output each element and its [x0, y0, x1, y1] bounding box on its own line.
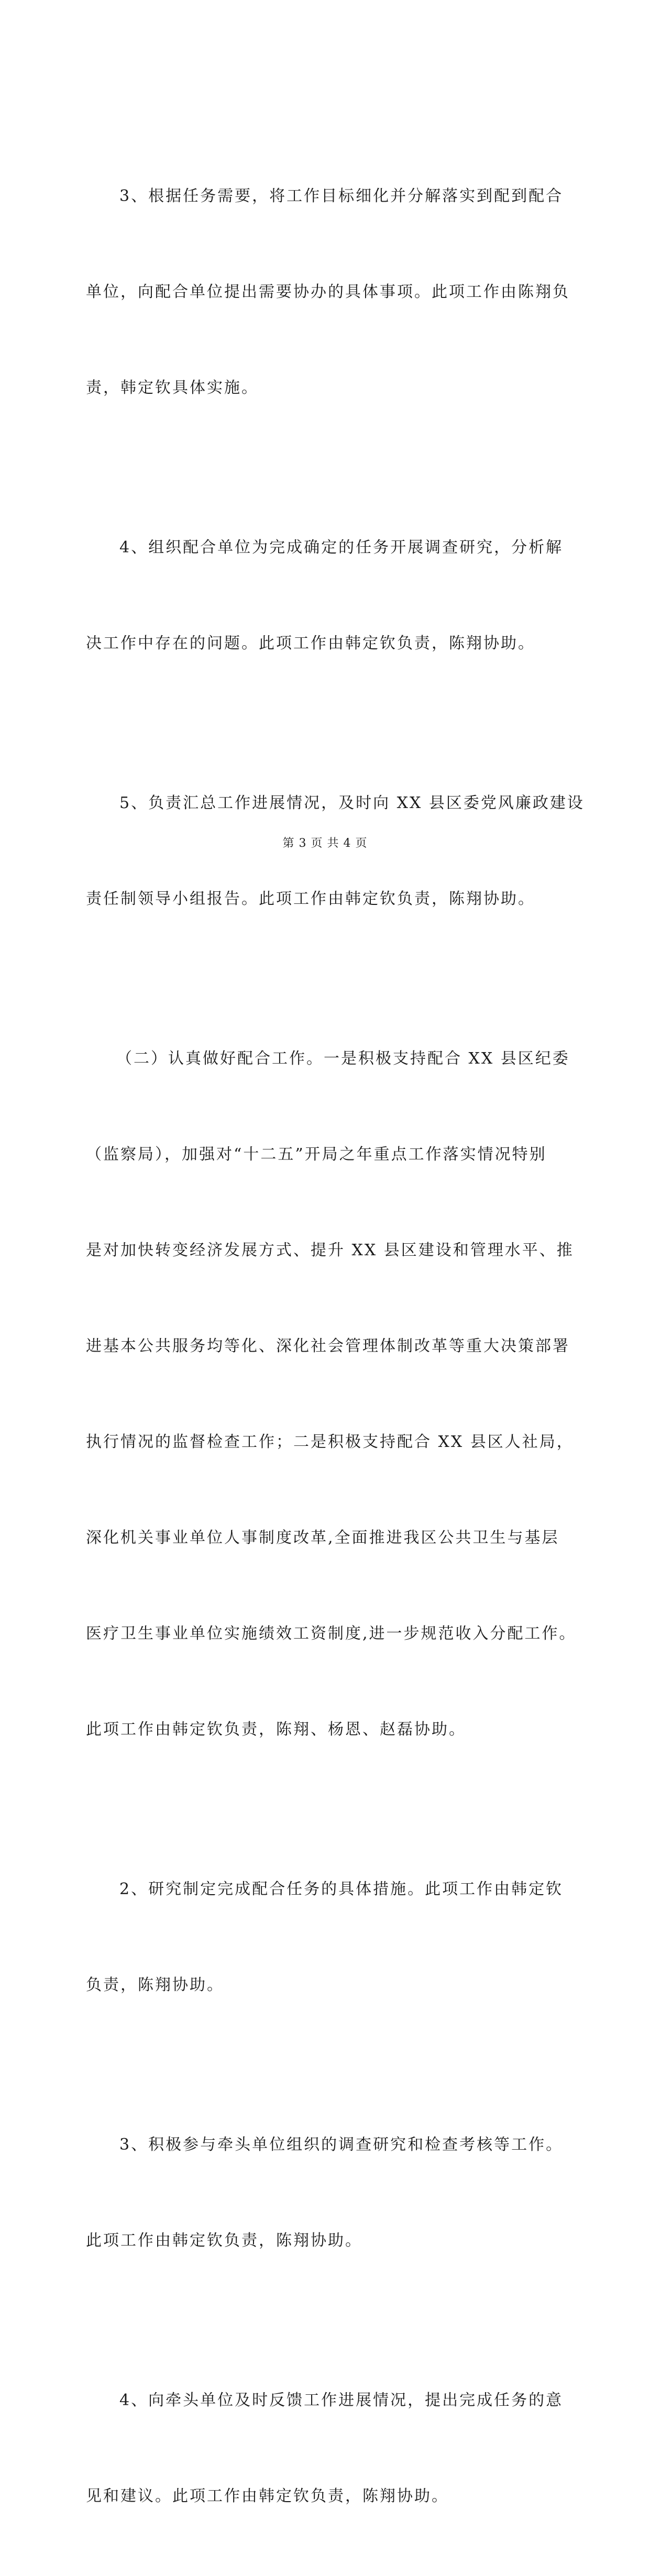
paragraph-coop-3 — [86, 2065, 569, 2320]
paragraph-task-5 — [86, 723, 585, 979]
text-line: 4、组织配合单位为完成确定的任务开展调查研究，分析解 — [119, 538, 564, 557]
document-body — [86, 116, 585, 2576]
text-line: 执行情况的监督检查工作；二是积极支持配合 XX 县区人社局， — [86, 1433, 574, 1451]
text-line: 2、研究制定完成配合任务的具体措施。此项工作由韩定钦 — [119, 1880, 564, 1898]
text-line: 是对加快转变经济发展方式、提升 XX 县区建设和管理水平、推 — [86, 1241, 574, 1259]
text-line: 单位，向配合单位提出需要协办的具体事项。此项工作由陈翔负 — [86, 283, 570, 301]
text-line: （二）认真做好配合工作。一是积极支持配合 XX 县区纪委 — [116, 1049, 570, 1068]
text-line: 此项工作由韩定钦负责，陈翔协助。 — [86, 2231, 362, 2250]
text-line: （监察局），加强对“十二五”开局之年重点工作落实情况特别 — [86, 1145, 547, 1164]
text-line: 深化机关事业单位人事制度改革,全面推进我区公共卫生与基层 — [86, 1529, 559, 1547]
text-line: 决工作中存在的问题。此项工作由韩定钦负责，陈翔协助。 — [86, 634, 535, 653]
text-line: 进基本公共服务均等化、深化社会管理体制改革等重大决策部署 — [86, 1337, 570, 1355]
text-line: 责，韩定钦具体实施。 — [86, 379, 259, 397]
paragraph-coop-4 — [86, 2320, 569, 2576]
text-line: 3、积极参与牵头单位组织的调查研究和检查考核等工作。 — [119, 2136, 564, 2154]
page-number-footer: 第 3 页 共 4 页 — [282, 837, 368, 850]
text-line: 此项工作由韩定钦负责，陈翔、杨恩、赵磊协助。 — [86, 1720, 466, 1739]
text-line: 3、根据任务需要，将工作目标细化并分解落实到配到配合 — [119, 187, 564, 205]
paragraph-task-3 — [86, 116, 569, 468]
text-line: 医疗卫生事业单位实施绩效工资制度,进一步规范收入分配工作。 — [86, 1624, 577, 1643]
text-line: 5、负责汇总工作进展情况，及时向 XX 县区委党风廉政建设 — [119, 794, 585, 812]
text-line: 负责，陈翔协助。 — [86, 1976, 224, 1994]
text-line: 4、向牵头单位及时反馈工作进展情况，提出完成任务的意 — [119, 2391, 564, 2409]
paragraph-task-4 — [86, 468, 569, 723]
paragraph-section-2 — [86, 979, 577, 1809]
text-line: 见和建议。此项工作由韩定钦负责，陈翔协助。 — [86, 2487, 449, 2505]
text-line: 责任制领导小组报告。此项工作由韩定钦负责，陈翔协助。 — [86, 890, 535, 908]
paragraph-coop-2 — [86, 1809, 569, 2065]
